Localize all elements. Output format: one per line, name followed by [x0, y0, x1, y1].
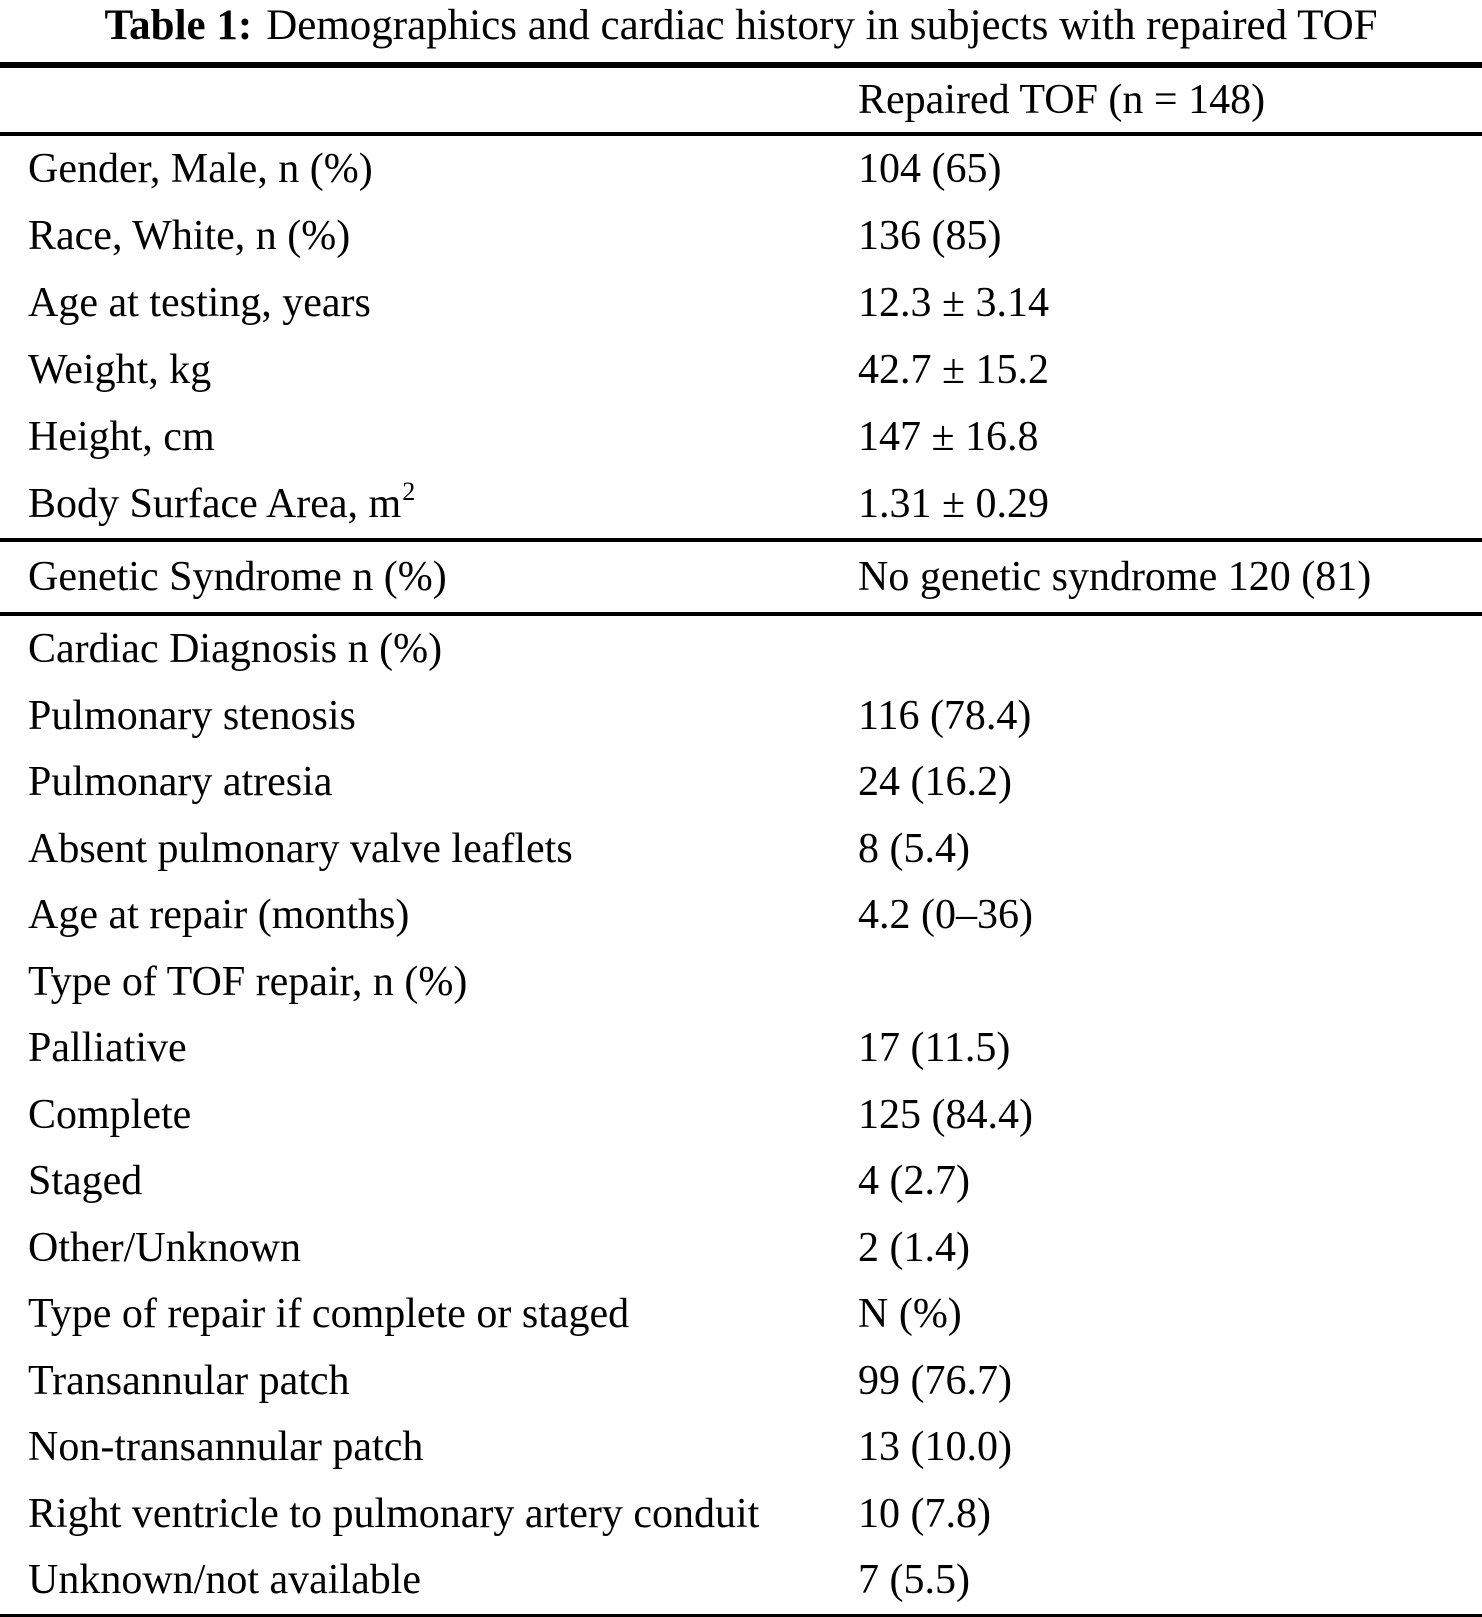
table-row: [0, 203, 1482, 270]
row-value: N (%): [858, 1291, 962, 1338]
table-row: [0, 1414, 1482, 1481]
table-row: [0, 882, 1482, 949]
table-caption: [0, 0, 1482, 62]
row-value: 8 (5.4): [858, 825, 970, 872]
row-value: 7 (5.5): [858, 1557, 970, 1604]
row-label: Race, White, n (%): [28, 213, 351, 260]
table-row: [0, 1547, 1482, 1614]
row-label: Other/Unknown: [28, 1224, 301, 1271]
row-value: 17 (11.5): [858, 1025, 1011, 1072]
row-value: 10 (7.8): [858, 1490, 991, 1537]
row-value: 4 (2.7): [858, 1158, 970, 1205]
row-label: Right ventricle to pulmonary artery conduit: [28, 1490, 760, 1537]
table-row: [0, 337, 1482, 404]
row-value: 99 (76.7): [858, 1357, 1012, 1404]
column-header: Repaired TOF (n = 148): [858, 76, 1266, 123]
row-label: Transannular patch: [28, 1357, 350, 1404]
table-row: [0, 471, 1482, 538]
table-row: [0, 136, 1482, 203]
row-value: 1.31 ± 0.29: [858, 481, 1050, 528]
bottom-rule: [0, 1614, 1482, 1617]
row-label: Pulmonary atresia: [28, 759, 333, 806]
row-label: Unknown/not available: [28, 1557, 422, 1604]
row-value: 24 (16.2): [858, 759, 1012, 806]
row-label: Type of repair if complete or staged: [28, 1291, 630, 1338]
row-value: 147 ± 16.8: [858, 414, 1039, 461]
row-label: Cardiac Diagnosis n (%): [28, 626, 443, 673]
table-row: [0, 1281, 1482, 1348]
row-label: Staged: [28, 1158, 143, 1205]
row-label: Weight, kg: [28, 347, 212, 394]
table-row: [0, 1148, 1482, 1215]
table-row: [0, 749, 1482, 816]
row-value: 13 (10.0): [858, 1424, 1012, 1471]
row-value: 42.7 ± 15.2: [858, 347, 1050, 394]
row-label: Height, cm: [28, 414, 215, 461]
table-row: [0, 270, 1482, 337]
row-value: 104 (65): [858, 146, 1002, 193]
row-value: 4.2 (0–36): [858, 892, 1033, 939]
table-row: [0, 616, 1482, 683]
table-row: [0, 1082, 1482, 1149]
row-value: 136 (85): [858, 213, 1002, 260]
row-label: Palliative: [28, 1025, 187, 1072]
row-value: 116 (78.4): [858, 692, 1032, 739]
row-value: 12.3 ± 3.14: [858, 280, 1050, 327]
table-row: [0, 1015, 1482, 1082]
row-value: 125 (84.4): [858, 1091, 1033, 1138]
row-label-text: Body Surface Area, m: [28, 481, 402, 528]
row-label: [28, 477, 858, 528]
row-value: 2 (1.4): [858, 1224, 970, 1271]
table-row: [0, 404, 1482, 471]
row-label: Age at testing, years: [28, 280, 371, 327]
table-row: [0, 949, 1482, 1016]
table-caption-text: Demographics and cardiac history in subjects with repaired TOF: [266, 2, 1378, 49]
row-label: Non-transannular patch: [28, 1424, 424, 1471]
table-row: [0, 542, 1482, 612]
table-caption-number: Table 1:: [104, 2, 253, 49]
table-row: [0, 683, 1482, 750]
table-row: [0, 1481, 1482, 1548]
row-label: Complete: [28, 1091, 192, 1138]
row-label: Absent pulmonary valve leaflets: [28, 825, 573, 872]
row-label: Genetic Syndrome n (%): [28, 553, 447, 600]
table-row: [0, 1348, 1482, 1415]
column-header-row: [0, 68, 1482, 132]
row-label: Type of TOF repair, n (%): [28, 958, 468, 1005]
table-row: [0, 1215, 1482, 1282]
row-value: No genetic syndrome 120 (81): [858, 553, 1372, 600]
row-label: Age at repair (months): [28, 892, 410, 939]
table-row: [0, 816, 1482, 883]
superscript-2: 2: [402, 477, 416, 507]
row-label: Pulmonary stenosis: [28, 692, 356, 739]
row-label: Gender, Male, n (%): [28, 146, 373, 193]
